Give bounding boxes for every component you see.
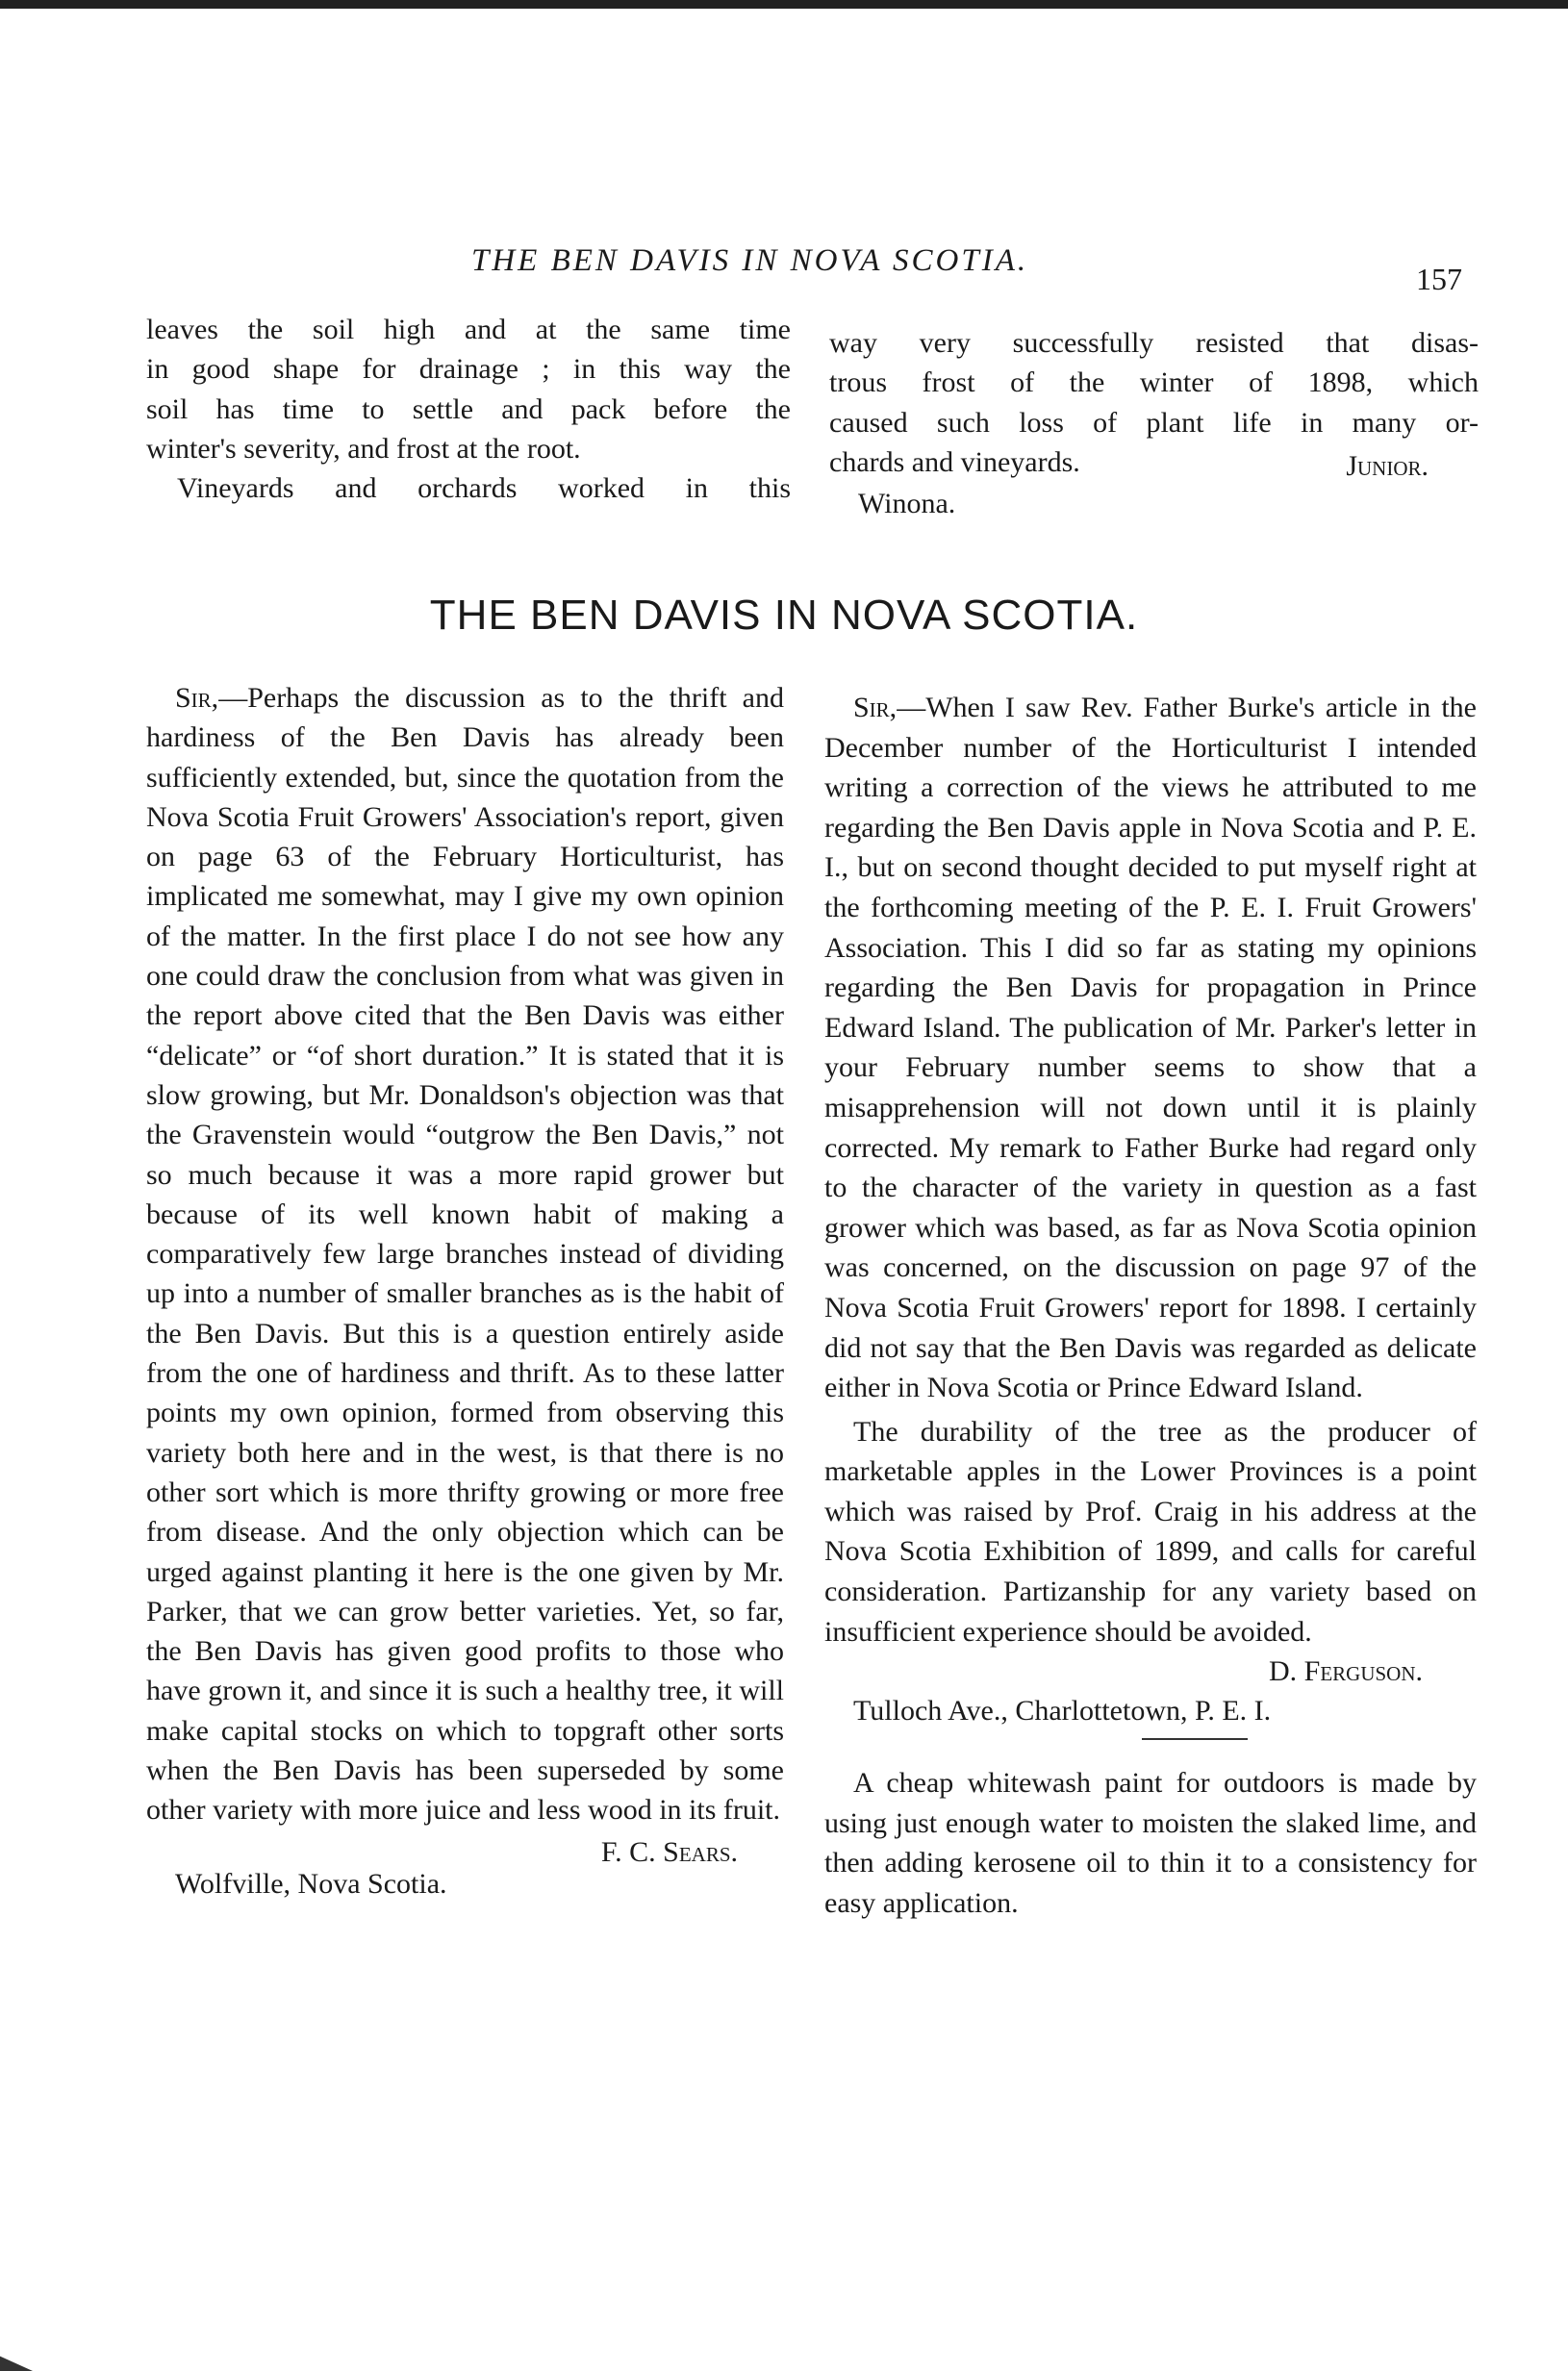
section-divider [1142,1738,1248,1740]
letter-text: —Perhaps the discussion as to the thrift and hardiness of the Ben Davis has already been sufficiently extended, but, since the quotation from the Nova Scotia Fruit Growers' Association's report, given on page 63 of the February Horticulturist, has implicated me somewhat, may I give my own opinion of the matter. In the first place I do not see how any one could draw the conclusion from what was given in the report above cited that the Ben Davis was either “delicate” or “of short duration.” It is stated that it is slow growing, but Mr. Donaldson's objection was that the Gravenstein would “outgrow the Ben Davis,” not so much because it was a more rapid grower but because of its well known habit of making a comparatively few large branches instead of dividing up into a number of smaller branches as is the habit of the Ben Davis. But this is a question entirely aside from the one of hardiness and thrift. As to these latter points my own opinion, formed from observing this variety both here and in the west, is that there is no other sort which is more thrifty growing or more free from disease. And the only objection which can be urged against planting it here is the one given by Mr. Parker, that we can grow better varieties. Yet, so far, the Ben Davis has given good profits to those who have grown it, and since it is such a healthy tree, it will make capital stocks on which to topgraft other sorts when the Ben Davis has been superseded by some other variety with more juice and less wood in its fruit. [146,682,784,1827]
text-line: leaves the soil high and at the same time [146,314,791,345]
letter-sears [146,678,784,1904]
letter-paragraph: The durability of the tree as the producer of marketable apples in the Lower Provinces is a point which was raised by Prof. Craig in his address at the Nova Scotia Exhibition of 1899, and calls for careful consideration. Partizanship for any variety based on insufficient experience should be avoided. [824,1415,1477,1648]
page-number: 157 [1416,262,1462,296]
previous-article-left-column [146,310,791,508]
running-head: THE BEN DAVIS IN NOVA SCOTIA. [471,243,1029,278]
scan-corner-mark [0,2350,33,2371]
letter-text: —When I saw Rev. Father Burke's article in the December number of the Horticulturist I intended writing a correction of the views he attributed to me regarding the Ben Davis apple in Nova Scotia and P. E. I., but on second thought decided to put myself right at the forthcoming meeting of the P. E. I. Fruit Growers' Association. This I did so far as stating my opinions regarding the Ben Davis for propagation in Prince Edward Island. The publication of Mr. Parker's letter in your February number seems to show that a misapprehension will not down until it is plainly corrected. My remark to Father Burke had regard only to the character of the variety in question as a fast grower which was based, as far as Nova Scotia opinion was concerned, on the discussion on page 97 of the Nova Scotia Fruit Growers' report for 1898. I certainly did not say that the Ben Davis was regarded as delicate either in Nova Scotia or Prince Edward Island. [824,692,1477,1404]
text-line: in good shape for drainage ; in this way the [146,353,791,386]
place-line: Winona. [858,487,956,519]
signature: F. C. Sears. [600,1835,738,1868]
letter-body [146,678,784,1830]
text-line: soil has time to settle and pack before the [146,392,791,425]
text-line: caused such loss of plant life in many or- [829,406,1479,439]
signature: D. Ferguson. [1268,1655,1423,1688]
salutation: Sir, [175,682,219,714]
previous-article-right-column [829,323,1479,523]
text-line: winter's severity, and frost at the root. [146,432,581,465]
note-paragraph: A cheap whitewash paint for outdoors is made by using just enough water to moisten the slaked lime, and then adding kerosene oil to thin it to a consistency for easy application. [824,1767,1477,1920]
salutation: Sir, [853,692,898,723]
article-title: THE BEN DAVIS IN NOVA SCOTIA. [429,592,1139,639]
text-line: way very successfully resisted that disas- [829,327,1479,359]
place-line: Wolfville, Nova Scotia. [175,1867,447,1900]
text-line: chards and vineyards. [829,445,1080,478]
text-line: trous frost of the winter of 1898, which [829,366,1479,399]
text-line: Vineyards and orchards worked in this [177,472,791,505]
place-line: Tulloch Ave., Charlottetown, P. E. I. [853,1695,1272,1728]
signature: Junior. [1346,449,1429,482]
letter-paragraph [824,688,1477,1408]
letter-ferguson [824,688,1477,1924]
top-border-rule [0,0,1568,9]
